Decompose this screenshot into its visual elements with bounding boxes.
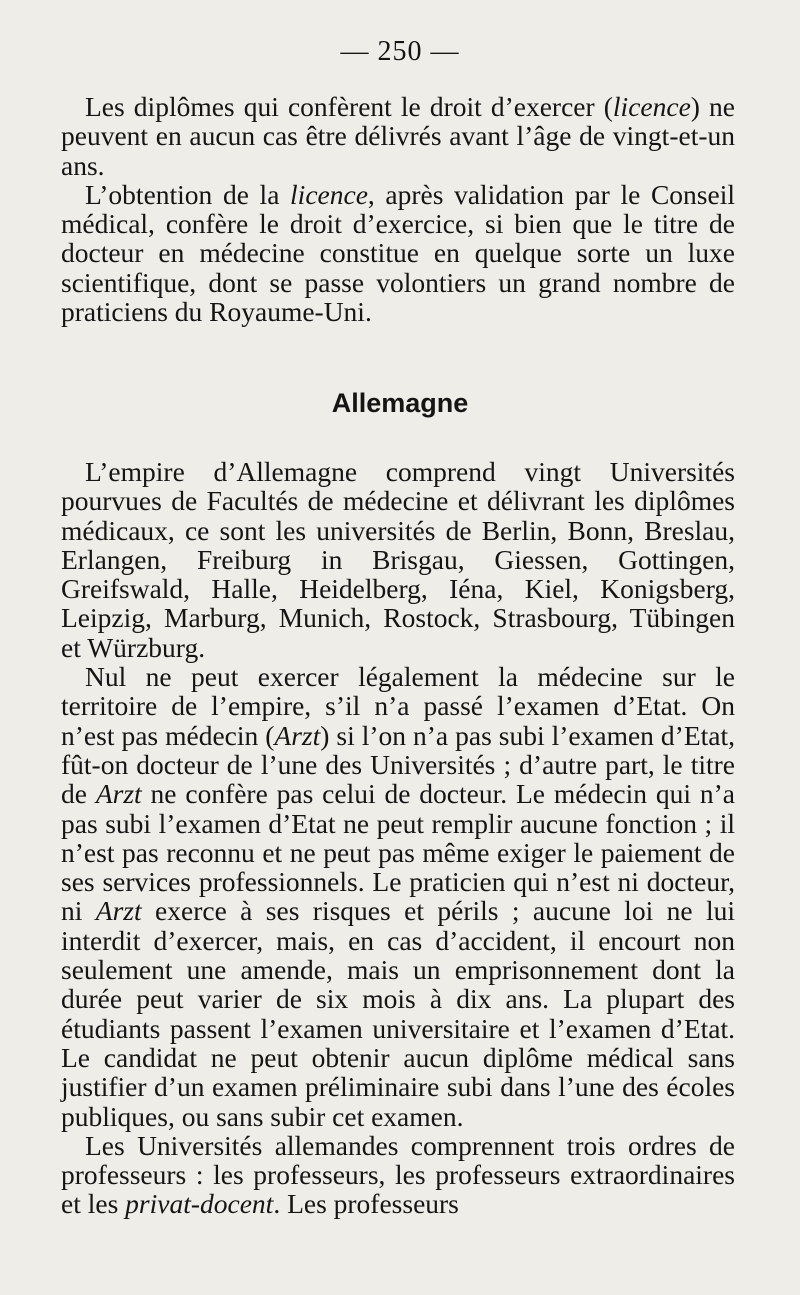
paragraph-universities: L’empire d’Allemagne comprend vingt Universités pourvues de Facultés de médecine et délivrant les diplômes médicaux, ce sont les universités de Berlin, Bonn, Breslau, Erlangen, Freiburg in Brisgau, Giessen, Gottingen, Greifswald, Halle, Heidelberg, Iéna, Kiel, Konigsberg, Leipzig, Marburg, Munich, Rostock, Strasbourg, Tübingen et Würzburg. [61, 456, 735, 663]
section-heading: Allemagne [331, 388, 469, 418]
paragraph-state-exam: Nul ne peut exercer légalement la médecine sur le territoire de l’empire, s’il n’a passé l’examen d’Etat. On n’est pas médecin (Arzt) si l’on n’a pas subi l’examen d’Etat, fût-on docteur de l’une des Universités ; d’autre part, le titre de Arzt ne confère pas celui de docteur. Le médecin qui n’a pas subi l’examen d’Etat ne peut remplir aucune fonction ; il n’est pas reconnu et ne peut pas même exiger le paiement de ses services professionnels. Le praticien qui n’est ni docteur, ni Arzt exerce à ses risques et périls ; aucune loi ne lui interdit d’exercer, mais, en cas d’accident, il encourt non seulement une amende, mais un emprisonnement dont la durée peut varier de six mois à dix ans. La plupart des étudiants passent l’examen universitaire et l’examen d’Etat. Le candidat ne peut obtenir aucun diplôme médical sans justifier d’un examen préliminaire subi dans l’une des écoles publiques, ou sans subir cet examen. [61, 661, 736, 1132]
paragraph-professors: Les Universités allemandes comprennent trois ordres de professeurs : les professeurs, les professeurs extraordinaires et les privat-docent. Les professeurs [61, 1129, 735, 1220]
germany-section-text [61, 457, 735, 1219]
page-number: — 250 — [340, 36, 460, 67]
paragraph-licence-age: Les diplômes qui confèrent le droit d’exercer (licence) ne peuvent en aucun cas être délivrés avant l’âge de vingt-et-un ans. [61, 91, 735, 181]
paragraph-licence-validation: L’obtention de la licence, après validation par le Conseil médical, confère le droit d’exercice, si bien que le titre de docteur en médecine constitue en quelque sorte un luxe scientifique, dont se passe volontiers un grand nombre de praticiens du Royaume-Uni. [61, 178, 735, 328]
uk-section-text [61, 92, 735, 326]
